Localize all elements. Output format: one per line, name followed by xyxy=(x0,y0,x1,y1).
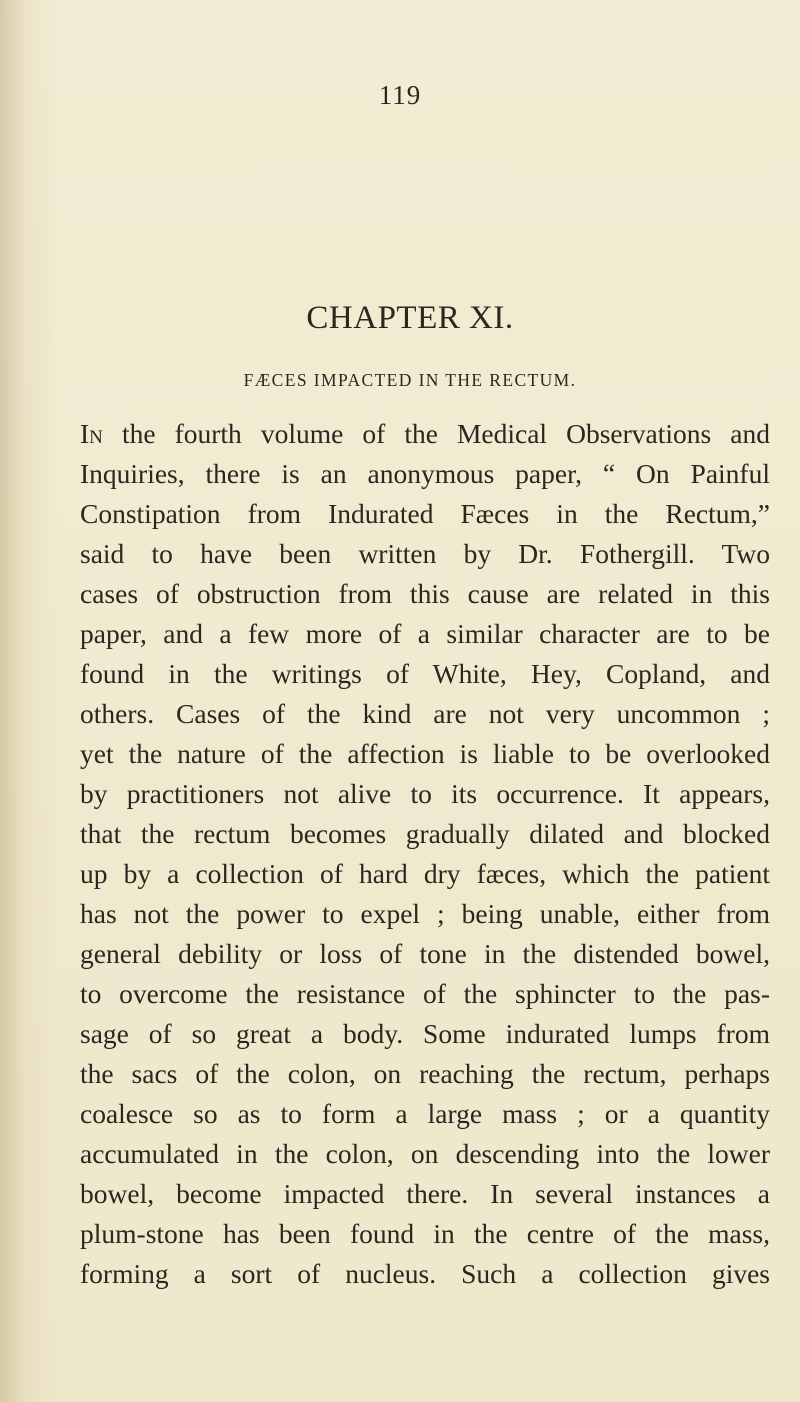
text-line xyxy=(80,414,770,454)
section-title: FÆCES IMPACTED IN THE RECTUM. xyxy=(243,370,577,390)
text-line xyxy=(80,494,770,534)
body-text xyxy=(80,414,770,1294)
line-text: by practitioners not alive to its occurrence. It appears, xyxy=(80,778,770,809)
line-text: others. Cases of the kind are not very uncommon ; xyxy=(80,698,770,729)
text-line xyxy=(80,774,770,814)
line-text: up by a collection of hard dry fæces, which the patient xyxy=(80,858,770,889)
line-text: accumulated in the colon, on descending into the lower xyxy=(80,1138,770,1169)
line-text: said to have been written by Dr. Fothergill. Two xyxy=(80,538,770,569)
text-line xyxy=(80,974,770,1014)
line-text: sage of so great a body. Some indurated lumps from xyxy=(80,1018,770,1049)
text-line xyxy=(80,1094,770,1134)
text-line xyxy=(80,694,770,734)
line-text: cases of obstruction from this cause are related in this xyxy=(80,578,770,609)
text-line xyxy=(80,934,770,974)
line-text: yet the nature of the affection is liable to be overlooked xyxy=(80,738,770,769)
line-text: paper, and a few more of a similar character are to be xyxy=(80,618,770,649)
text-line xyxy=(80,1014,770,1054)
text-line xyxy=(80,1134,770,1174)
text-line xyxy=(80,1174,770,1214)
line-text: general debility or loss of tone in the distended bowel, xyxy=(80,938,770,969)
line-text: coalesce so as to form a large mass ; or a quantity xyxy=(80,1098,770,1129)
text-line xyxy=(80,614,770,654)
text-line xyxy=(80,574,770,614)
text-line xyxy=(80,1054,770,1094)
line-text: the sacs of the colon, on reaching the rectum, perhaps xyxy=(80,1058,770,1089)
text-line xyxy=(80,654,770,694)
text-line xyxy=(80,814,770,854)
line-text: Inquiries, there is an anonymous paper, “ On Painful xyxy=(80,458,770,489)
text-line xyxy=(80,1214,770,1254)
text-line xyxy=(80,1254,770,1294)
line-text: has not the power to expel ; being unable, either from xyxy=(80,898,770,929)
line-text: the fourth volume of the Medical Observations and xyxy=(102,418,770,449)
line-text: plum-stone has been found in the centre of the mass, xyxy=(80,1218,770,1249)
text-line xyxy=(80,534,770,574)
text-line xyxy=(80,854,770,894)
line-text: to overcome the resistance of the sphincter to the pas- xyxy=(80,978,770,1009)
line-text: found in the writings of White, Hey, Copland, and xyxy=(80,658,770,689)
line-text: Constipation from Indurated Fæces in the Rectum,” xyxy=(80,498,770,529)
first-word: In xyxy=(80,418,103,449)
text-line xyxy=(80,894,770,934)
page-number: 119 xyxy=(378,80,422,110)
text-line xyxy=(80,454,770,494)
line-text: bowel, become impacted there. In several instances a xyxy=(80,1178,770,1209)
chapter-title: CHAPTER XI. xyxy=(306,300,514,336)
line-text: forming a sort of nucleus. Such a collection gives xyxy=(80,1258,770,1289)
text-line xyxy=(80,734,770,774)
line-text: that the rectum becomes gradually dilated and blocked xyxy=(80,818,770,849)
